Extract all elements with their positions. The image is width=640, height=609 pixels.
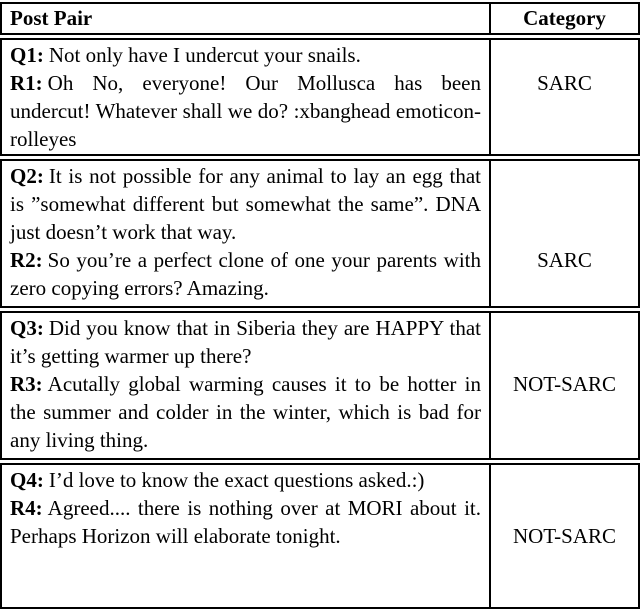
table-row (0, 38, 640, 156)
table-row (0, 463, 640, 609)
question-label: Q3: (10, 316, 44, 340)
response-post (10, 370, 481, 454)
response-label: R4: (10, 496, 43, 520)
question-post (10, 162, 481, 246)
question-text: Not only have I undercut your snails. (48, 43, 361, 67)
post-pair-cell (2, 161, 491, 306)
category-cell (491, 313, 638, 458)
response-label: R2: (10, 248, 43, 272)
question-label: Q4: (10, 468, 44, 492)
question-text: I’d love to know the exact questions asked.:) (48, 468, 425, 492)
question-post (10, 41, 481, 69)
category-cell (491, 40, 638, 154)
question-post (10, 314, 481, 370)
category-cell (491, 161, 638, 306)
response-post (10, 494, 481, 550)
question-label: Q2: (10, 164, 44, 188)
category-value: NOT-SARC (512, 524, 617, 548)
column-header-category: Category (523, 6, 606, 30)
question-post (10, 466, 481, 494)
category-value: SARC (537, 71, 592, 95)
response-post (10, 69, 481, 153)
response-text: Agreed.... there is nothing over at MORI about it. Perhaps Horizon will elaborate tonight. (10, 496, 481, 548)
table-row (0, 159, 640, 308)
table-row (0, 311, 640, 460)
response-label: R3: (10, 372, 43, 396)
question-text: Did you know that in Siberia they are HAPPY that it’s getting warmer up there? (10, 316, 481, 368)
category-cell (491, 465, 638, 607)
table-header-row (0, 2, 640, 35)
category-value: NOT-SARC (512, 372, 617, 396)
category-value: SARC (537, 248, 592, 272)
response-label: R1: (10, 71, 43, 95)
post-pair-cell (2, 465, 491, 607)
response-text: So you’re a perfect clone of one your parents with zero copying errors? Amazing. (10, 248, 481, 300)
column-header-post-pair: Post Pair (2, 4, 491, 33)
response-text: Oh No, everyone! Our Mollusca has been undercut! Whatever shall we do? :xbanghead emoticon-rolleyes (10, 71, 481, 151)
post-pair-cell (2, 40, 491, 154)
question-label: Q1: (10, 43, 44, 67)
question-text: It is not possible for any animal to lay an egg that is ”somewhat different but somewhat the same”. DNA just doesn’t work that way. (10, 164, 481, 244)
response-text: Acutally global warming causes it to be hotter in the summer and colder in the winter, which is bad for any living thing. (10, 372, 481, 452)
post-pair-cell (2, 313, 491, 458)
response-post (10, 246, 481, 302)
